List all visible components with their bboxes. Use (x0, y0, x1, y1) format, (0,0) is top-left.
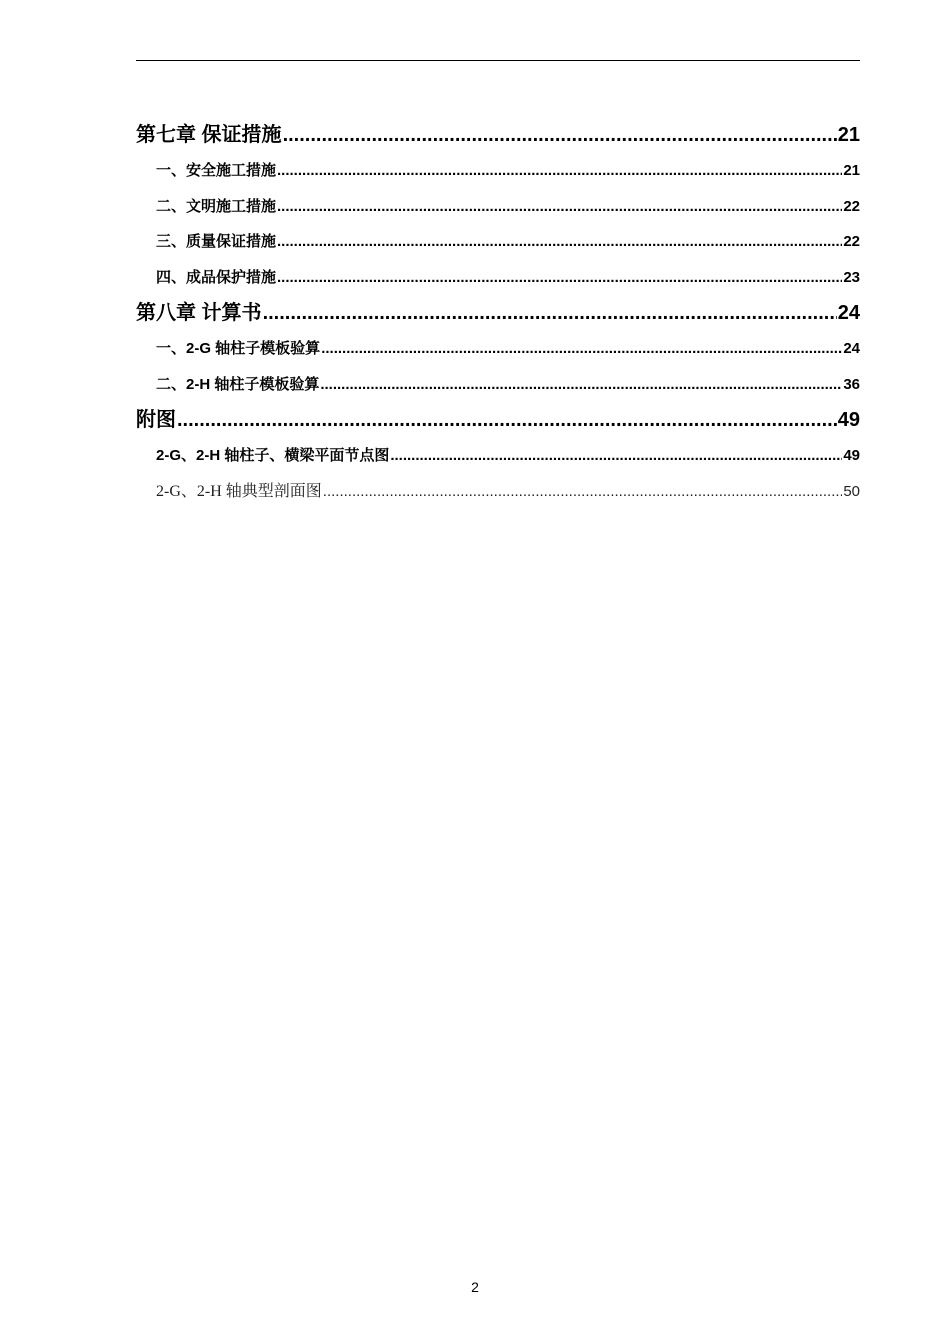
page-number: 2 (471, 1279, 479, 1295)
dot-leader (277, 189, 842, 225)
toc-section-quality[interactable] (136, 224, 860, 260)
toc-entry-page: 22 (843, 233, 860, 250)
dot-leader (277, 153, 842, 189)
toc-entry-page: 36 (843, 375, 860, 393)
toc-section-protection[interactable] (136, 260, 860, 296)
toc-chapter-8[interactable] (136, 295, 860, 331)
toc-entry-title: 二、文明施工措施 (156, 197, 277, 215)
toc-entry-page: 22 (843, 197, 860, 215)
toc-section-civilized[interactable] (136, 189, 860, 225)
toc-entry-page: 49 (843, 447, 860, 464)
toc-section-2g-column[interactable] (136, 331, 860, 367)
toc-section-2h-column[interactable] (136, 367, 860, 403)
dot-leader (321, 331, 842, 367)
toc-entry-title: 一、2-G 轴柱子模板验算 (156, 340, 321, 357)
dot-leader (263, 295, 837, 331)
dot-leader (390, 438, 842, 474)
toc-entry-title: 四、成品保护措施 (156, 268, 277, 286)
toc-entry-title: 二、2-H 轴柱子模板验算 (156, 375, 320, 393)
toc-entry-page: 24 (843, 340, 860, 357)
toc-section-section-view[interactable] (136, 474, 860, 510)
toc-entry-title: 附图 (136, 409, 176, 431)
toc-section-safety[interactable] (136, 153, 860, 189)
toc-entry-page: 21 (837, 124, 860, 146)
toc-entry-title: 2-G、2-H 轴柱子、横梁平面节点图 (156, 447, 390, 464)
dot-leader (283, 117, 837, 153)
dot-leader (277, 260, 842, 296)
dot-leader (323, 474, 843, 510)
toc-entry-page: 24 (837, 302, 860, 324)
table-of-contents (136, 117, 860, 509)
toc-entry-page: 50 (843, 482, 860, 500)
toc-entry-title: 三、质量保证措施 (156, 233, 277, 250)
toc-entry-title: 第七章 保证措施 (136, 124, 282, 146)
toc-entry-title: 第八章 计算书 (136, 302, 262, 324)
toc-chapter-7[interactable] (136, 117, 860, 153)
toc-entry-title: 一、安全施工措施 (156, 162, 277, 179)
header-rule (136, 60, 860, 61)
dot-leader (277, 224, 842, 260)
toc-entry-page: 21 (843, 162, 860, 179)
toc-section-node-plan[interactable] (136, 438, 860, 474)
toc-entry-page: 49 (837, 409, 860, 431)
toc-entry-page: 23 (843, 268, 860, 286)
toc-entry-title: 2-G、2-H 轴典型剖面图 (156, 482, 322, 500)
dot-leader (320, 367, 842, 403)
toc-appendix[interactable] (136, 402, 860, 438)
dot-leader (177, 402, 837, 438)
